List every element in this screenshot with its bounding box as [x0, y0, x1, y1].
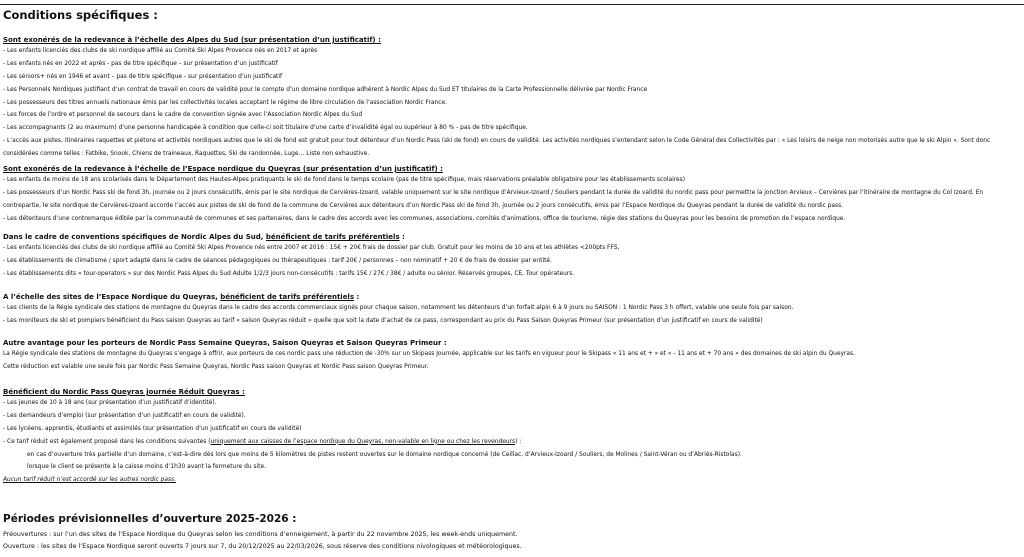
paragraph-line: La Régie syndicale des stations de montagne du Queyras s’engage à offrir, aux porteurs de ces nordic pass une réduction de -30% sur un Skipass Journée, applicable sur les tarifs en vigueur pour le Skipass « 11 ans et + » et « - 11 ans et + 70 ans » des domaines de ski alpin du Queyras. — [3, 351, 855, 357]
list-item: - Les établissements dits « tour-operators » sur des Nordic Pass Alpes du Sud Adulte 1/2/3 jours non-consécutifs : tarifs 15€ / 27€ / 38€ / adulte ou sénior. Réservés groupes, CE, Tour opérateurs. — [3, 270, 575, 277]
sub-item: en cas d’ouverture très partielle d’un domaine, c’est-à-dire dès lors que moins de 5 kilomètres de pistes restent ouvertes sur le domaine nordique concerné (de Ceillac, d’Arvieux-Izoard / Souliers, de Molines / Saint-Véran ou d’Abriès-Ristolas). — [27, 451, 742, 458]
section-conventions — [3, 232, 1021, 281]
section-heading: Sont exonérés de la redevance à l’échelle des Alpes du Sud (sur présentation d’un justificatif) : — [3, 36, 381, 44]
list-item: - Les clients de la Régie syndicale des stations de montagne du Queyras dans le cadre des accords commerciaux signés pour chaque saison, notamment les détenteurs d’un forfait alpin 6 à 9 jours ou SAISON : 1 Nordic Pass 3 h offert, valable une seule fois par saison. — [3, 305, 794, 311]
list-item: - Les accompagnants (2 au maximum) d’une personne handicapée à condition que celle-ci soit titulaire d’une carte d’invalidité égal ou supérieur à 80 % - pas de titre spécifique. — [3, 125, 528, 132]
top-rule — [0, 4, 1024, 5]
section-periodes — [3, 529, 1021, 553]
section-reduit — [3, 387, 1021, 487]
list-item: - Les possesseurs d’un Nordic Pass ski de fond 3h, journée ou 2 jours consécutifs, émis par le site nordique de Cervières-Izoard, valable uniquement sur le site nordique d’Arvieux-Izoard / Souliers pendant la durée de validité du nordic pass pour permettre la jonction Arvieux – Cervières par l’itinéraire de montagne du Col Izoard. En contrepartie, le site nordique de Cervières-Izoard accorde l’accès aux pistes de ski de fond de la commune de Cervières aux détenteurs d’un Nordic Pass ski de fond 3h, journée ou 2 jours consécutifs, émis par l’Espace Nordique du Queyras pendant la durée de validité du nordic pass. — [3, 189, 984, 209]
section-queyras — [3, 164, 1021, 226]
list-item: - Les moniteurs de ski et pompiers bénéficient du Pass saison Queyras au tarif « saison Queyras réduit » quelle que soit la date d’achat de ce pass, correspondant au prix du Pass Saison Queyras Primeur (sur présentation d’un justificatif en cours de validité) — [3, 317, 763, 324]
list-item: - Les Personnels Nordiques justifiant d’un contrat de travail en cours de validité pour le compte d’un domaine nordique adhérent à Nordic Alpes du Sud ET titulaires de la Carte Professionnelle délivrée par Nordic France — [3, 86, 648, 93]
section-heading: Bénéficient du Nordic Pass Queyras journée Réduit Queyras : — [3, 388, 245, 396]
page-title: Conditions spécifiques : — [3, 8, 158, 22]
list-item: - Les établissements de climatisme / sport adapté dans le cadre de séances pédagogiques ou thérapeutiques : tarif 20€ / personnes – non nominatif + 20 € de frais de dossier par entité. — [3, 257, 552, 264]
sub-item: lorsque le client se présente à la caisse moins d’1h30 avant la fermeture du site. — [27, 464, 266, 471]
list-item: - Les détenteurs d’une contremarque éditée par la communauté de communes et ses partenaires, dans le cadre des accords avec les communes, associations, comités d’animations, office de tourisme, régie des stations du Queyras pour les besoins de promotion de l’espace nordique. — [3, 215, 846, 222]
paragraph-line: Préouvertures : sur l’un des sites de l’Espace Nordique du Queyras selon les conditions d’enneigement, à partir du 22 novembre 2025, les week-ends uniquement. — [3, 531, 518, 538]
list-item: - Les enfants licenciés des clubs de ski nordique affilié au Comité Ski Alpes Provence nés en 2017 et après — [3, 48, 318, 54]
paragraph-line: Ouverture : les sites de l’Espace Nordique seront ouverts 7 jours sur 7, du 20/12/2025 au 22/03/2026, sous réserve des conditions nivologiques et météorologiques. — [3, 543, 522, 550]
section-heading: Sont exonérés de la redevance à l’échelle de l’Espace nordique du Queyras (sur présentation d’un justificatif) : — [3, 165, 443, 173]
list-item: - Les séniors+ nés en 1946 et avant – pas de titre spécifique - sur présentation d’un justificatif — [3, 73, 283, 80]
section-heading: Autre avantage pour les porteurs de Nordic Pass Semaine Queyras, Saison Queyras et Saison Queyras Primeur : — [3, 339, 447, 347]
list-item: - Les demandeurs d’emploi (sur présentation d’un justificatif en cours de validité). — [3, 412, 246, 419]
periods-title: Périodes prévisionnelles d’ouverture 2025-2026 : — [3, 513, 297, 525]
list-item: - Les forces de l’ordre et personnel de secours dans le cadre de convention signée avec l’Association Nordic Alpes du Sud — [3, 112, 363, 119]
section-alpes-sud — [3, 35, 1021, 161]
section-heading: A l’échelle des sites de l’Espace Nordique du Queyras, bénéficient de tarifs préférentiels : — [3, 293, 360, 301]
footnote: Aucun tarif réduit n’est accordé sur les autres nordic pass. — [3, 477, 176, 484]
list-item: - Les enfants licenciés des clubs de ski nordique affilié au Comité Ski Alpes Provence nés entre 2007 et 2016 : 15€ + 20€ frais de dossier par club. Gratuit pour les moins de 10 ans et les athlètes <200pts FFS, — [3, 245, 620, 251]
list-item: - Les possesseurs des titres annuels nationaux émis par les collectivités locales acceptant le régime de libre circulation de l’association Nordic France. — [3, 99, 448, 106]
list-item: - Les enfants nés en 2022 et après - pas de titre spécifique – sur présentation d’un justificatif — [3, 60, 278, 67]
paragraph-line: Cette réduction est valable une seule fois par Nordic Pass Semaine Queyras, Nordic Pass saison Queyras et Nordic Pass saison Queyras Primeur. — [3, 363, 429, 370]
list-item: - Les jeunes de 10 à 18 ans (sur présentation d’un justificatif d’identité). — [3, 400, 217, 406]
list-item: - Les enfants de moins de 18 ans scolarisés dans le Département des Hautes-Alpes pratiquants le ski de fond dans le temps scolaire (pas de titre spécifique, mais réservations préalable obligatoire pour les établissements scolaires) — [3, 177, 686, 183]
list-item: - L’accès aux pistes, itinéraires raquettes et piétons et activités nordiques autres que le ski de fond est gratuit pour tout détenteur d’un Nordic Pass (ski de fond) en cours de validité. Les activités nordiques s’entendant selon le Code Général des Collectivités par : « Les loisirs de neige non motorisés autre que le ski Alpin ». Sont donc considérées comme telles : Fatbike, Snook, Chiens de traineaux, Raquettes, Ski de randonnée, Luge… Liste non exhaustive. — [3, 138, 991, 158]
section-heading: Dans le cadre de conventions spécifiques de Nordic Alpes du Sud, bénéficient de tarifs préférentiels : — [3, 233, 405, 241]
list-item: - Les lycéens, apprentis, étudiants et assimilés (sur présentation d’un justificatif en cours de validité) — [3, 425, 302, 432]
list-item: - Ce tarif réduit est également proposé dans les conditions suivantes (uniquement aux caisses de l’espace nordique du Queyras, non-valable en ligne ou chez les revendeurs) : — [3, 438, 522, 445]
section-avantage — [3, 338, 1021, 374]
section-sites — [3, 292, 1021, 328]
